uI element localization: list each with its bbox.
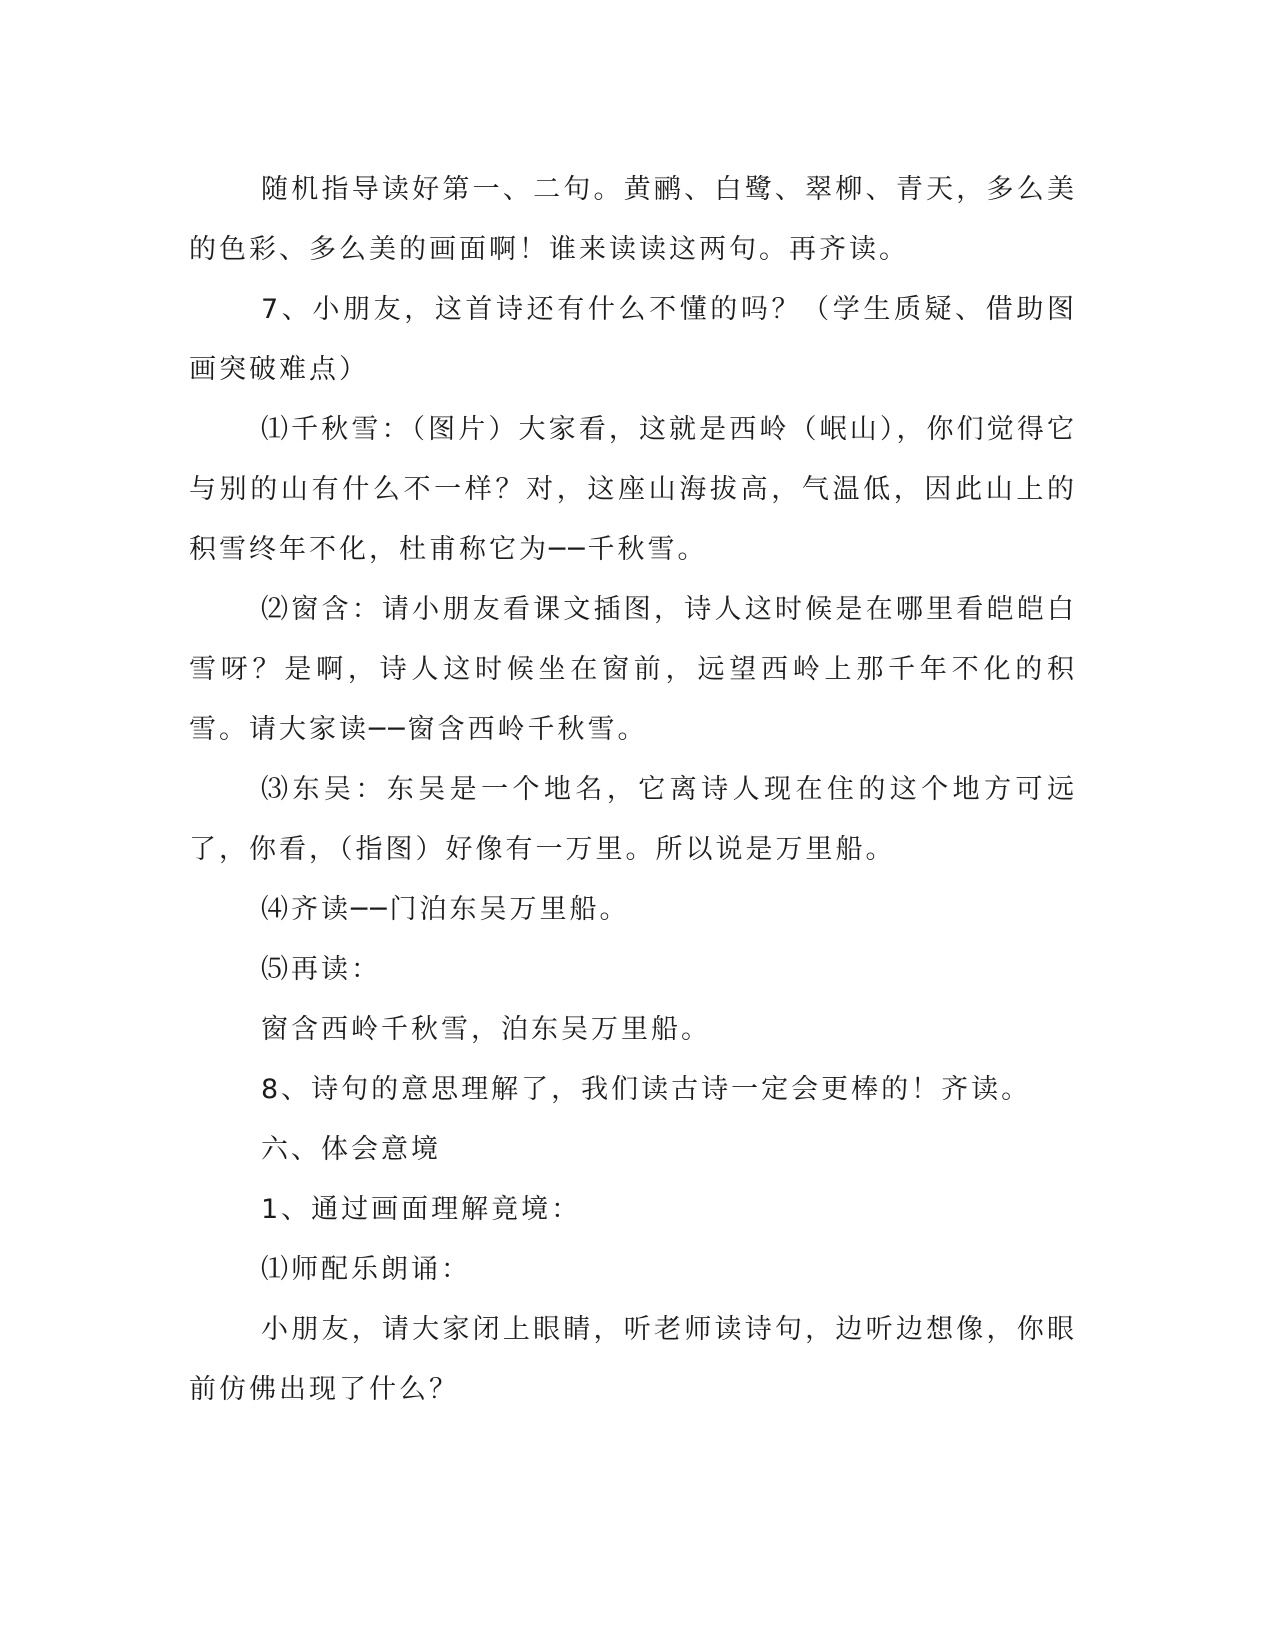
paragraph-qianqiuxue: ⑴千秋雪：（图片）大家看，这就是西岭（岷山），你们觉得它与别的山有什么不一样？对，这座山海拔高，气温低，因此山上的积雪终年不化，杜甫称它为──千秋雪。 <box>189 414 1077 565</box>
paragraph-chuanghan: ⑵窗含：请小朋友看课文插图，诗人这时候是在哪里看皑皑白雪呀？是啊，诗人这时候坐在窗前，远望西岭上那千年不化的积雪。请大家读──窗含西岭千秋雪。 <box>189 594 1077 745</box>
paragraph-step-8: 8、诗句的意思理解了，我们读古诗一定会更棒的！齐读。 <box>261 1074 1032 1105</box>
paragraph-guided-reading: 随机指导读好第一、二句。黄鹂、白鹭、翠柳、青天，多么美的色彩、多么美的画面啊！谁来读读这两句。再齐读。 <box>189 174 1077 265</box>
paragraph-poem-line: 窗含西岭千秋雪，泊东吴万里船。 <box>261 1014 711 1045</box>
paragraph-read-again: ⑸再读： <box>261 954 381 985</box>
paragraph-imagine: 小朋友，请大家闭上眼睛，听老师读诗句，边听边想像，你眼前仿佛出现了什么？ <box>189 1314 1077 1405</box>
paragraph-read-together: ⑷齐读──门泊东吴万里船。 <box>261 894 630 925</box>
paragraph-step-1: 1、通过画面理解竟境： <box>261 1194 582 1225</box>
document-body <box>189 160 1077 1420</box>
paragraph-teacher-recital: ⑴师配乐朗诵： <box>261 1254 471 1285</box>
paragraph-step-7: 7、小朋友，这首诗还有什么不懂的吗？（学生质疑、借助图画突破难点） <box>189 294 1077 385</box>
section-heading-six: 六、体会意境 <box>261 1134 441 1165</box>
paragraph-dongwu: ⑶东吴：东吴是一个地名，它离诗人现在住的这个地方可远了，你看，（指图）好像有一万里。所以说是万里船。 <box>189 774 1077 865</box>
